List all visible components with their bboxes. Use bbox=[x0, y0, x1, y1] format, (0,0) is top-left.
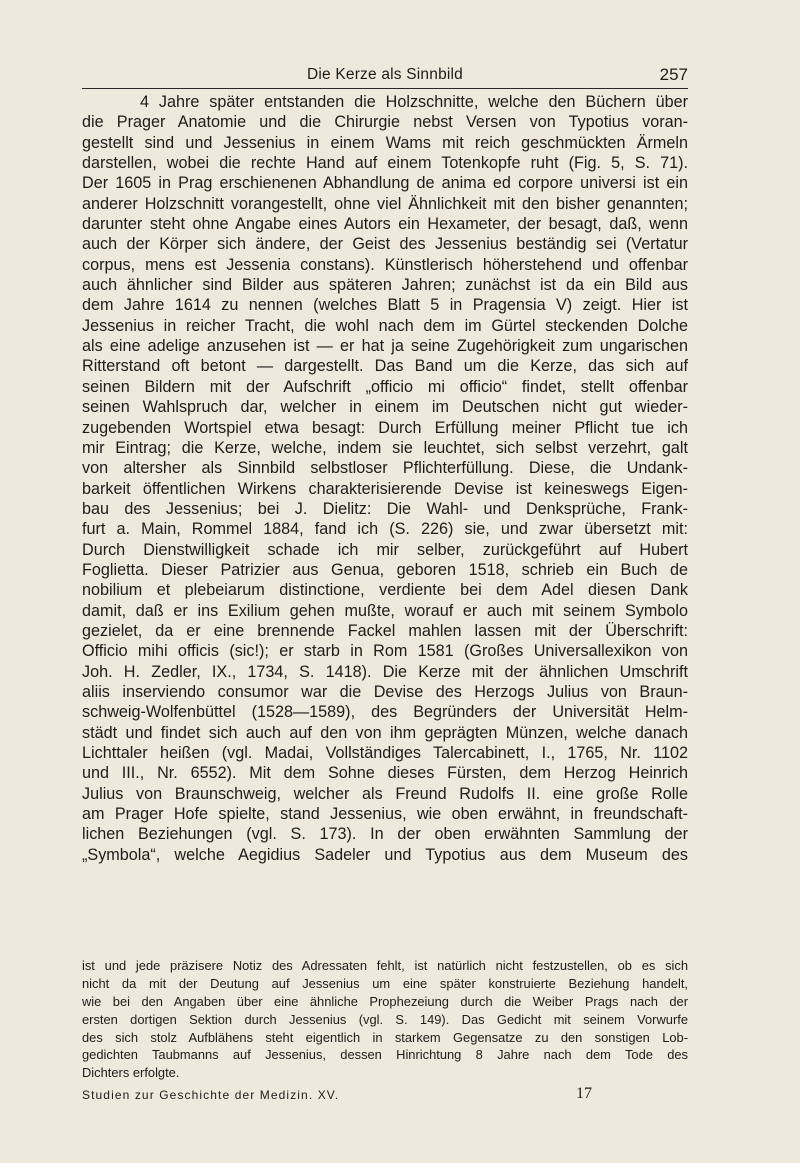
footnote-line: des sich stolz Aufblähens steht eigentlich in starkem Gegensatze zu den sonstigen Lob- bbox=[82, 1029, 688, 1045]
text-line: Lichttaler heißen (vgl. Madai, Vollständiges Talercabinett, I., 1765, Nr. 1102 bbox=[82, 744, 688, 762]
text-line: von altersher als Sinnbild selbstloser Pflichterfüllung. Diese, die Undank- bbox=[82, 459, 688, 478]
footnote-line: nicht da mit der Deutung auf Jessenius um eine später konstruierte Beziehung handelt, bbox=[82, 975, 688, 991]
text-line: mir Eintrag; die Kerze, welche, indem sie leuchtet, sich selbst verzehrt, galt bbox=[82, 438, 688, 457]
text-line: darunter steht ohne Angabe eines Autors ein Hexameter, der besagt, daß, wenn bbox=[82, 215, 688, 234]
text-line: „Symbola“, welche Aegidius Sadeler und Typotius aus dem Museum des bbox=[82, 845, 688, 864]
text-line: lichen Beziehungen (vgl. S. 173). In der oben erwähnten Sammlung der bbox=[82, 825, 688, 844]
text-line: Der 1605 in Prag erschienenen Abhandlung de anima ed corpore universi ist ein bbox=[82, 174, 688, 193]
text-line: gestellt sind und Jessenius in einem Wams mit reich geschmückten Ärmeln bbox=[82, 133, 688, 152]
text-line: die Prager Anatomie und die Chirurgie nebst Versen von Typotius voran- bbox=[82, 113, 688, 132]
text-line: aliis inserviendo consumor war die Devise des Herzogs Julius von Braun- bbox=[82, 682, 688, 701]
text-line: Jessenius in reicher Tracht, die wohl nach dem im Gürtel steckenden Dolche bbox=[82, 316, 688, 335]
text-line: damit, daß er ins Exilium gehen mußte, worauf er auch mit seinem Symbolo bbox=[82, 601, 688, 620]
footnote-line: ersten dortigen Sektion durch Jessenius (vgl. S. 149). Das Gedicht mit seinem Vorwurfe bbox=[82, 1011, 688, 1027]
text-line: Joh. H. Zedler, IX., 1734, S. 1418). Die Kerze mit der ähnlichen Umschrift bbox=[82, 662, 688, 681]
running-title: Die Kerze als Sinnbild bbox=[306, 66, 464, 83]
text-line: und III., Nr. 6552). Mit dem Sohne dieses Fürsten, dem Herzog Heinrich bbox=[82, 764, 688, 783]
text-line: anderer Holzschnitt vorangestellt, ohne viel Ähnlichkeit mit den bisher genannten; bbox=[82, 194, 688, 213]
text-line: seinen Wahlspruch dar, welcher in einem im Deutschen nicht gut wieder- bbox=[82, 398, 688, 417]
text-line: Foglietta. Dieser Patrizier aus Genua, geboren 1518, schrieb ein Buch de bbox=[82, 560, 688, 579]
text-line: städt und findet sich auch auf den von ihm geprägten Münzen, welche danach bbox=[82, 723, 688, 742]
header-rule bbox=[82, 88, 688, 89]
text-line: dem Jahre 1614 zu nennen (welches Blatt 5 in Pragensia V) zeigt. Hier ist bbox=[82, 296, 688, 315]
main-text bbox=[82, 92, 688, 865]
text-line: corpus, mens est Jessenia constans). Künstlerisch höherstehend und offenbar bbox=[82, 255, 688, 274]
footnote bbox=[82, 957, 688, 1082]
footnote-line: wie bei den Angaben über eine ähnliche Prophezeiung durch die Weiber Prags nach der bbox=[82, 993, 688, 1009]
text-line: Durch Dienstwilligkeit schade ich mir selber, zurückgeführt auf Hubert bbox=[82, 540, 688, 559]
series-footer: Studien zur Geschichte der Medizin. XV. bbox=[82, 1088, 340, 1102]
text-line: am Prager Hofe spielte, stand Jessenius, wie oben erwähnt, in freundschaft- bbox=[82, 805, 688, 824]
text-line: barkeit öffentlichen Wirkens charakterisierende Devise ist keineswegs Eigen- bbox=[82, 479, 688, 498]
text-line: seinen Bildern mit der Aufschrift „officio mi officio“ findet, stellt offenbar bbox=[82, 377, 688, 396]
page-number: 257 bbox=[659, 65, 688, 84]
text-line: bau des Jessenius; bei J. Dielitz: Die Wahl- und Denksprüche, Frank- bbox=[82, 499, 688, 518]
text-line: zugebenden Wortspiel etwa besagt: Durch Erfüllung meiner Pflicht tue ich bbox=[82, 418, 688, 437]
footnote-line: gedichten Taubmanns auf Jessenius, dessen Hinrichtung 8 Jahre nach dem Tode des bbox=[82, 1047, 688, 1063]
running-header bbox=[82, 64, 688, 90]
text-line: nobilium et plebeiarum distinctione, verdiente bei dem Adel diesen Dank bbox=[82, 581, 688, 600]
text-line: als eine adelige anzusehen ist — er hat ja seine Zugehörigkeit zum ungarischen bbox=[82, 337, 688, 356]
text-line: auch ähnlicher sind Bilder aus späteren Jahren; zunächst ist da ein Bild aus bbox=[82, 276, 688, 295]
text-line: 4 Jahre später entstanden die Holzschnitte, welche den Büchern über bbox=[140, 93, 688, 111]
footnote-line: Dichters erfolgte. bbox=[82, 1065, 180, 1081]
signature-mark: 17 bbox=[576, 1085, 592, 1102]
text-line: Ritterstand oft betont — dargestellt. Das Band um die Kerze, das sich auf bbox=[82, 357, 688, 376]
footnote-line: ist und jede präzisere Notiz des Adressaten fehlt, ist natürlich nicht festzustellen, ob es sich bbox=[82, 958, 688, 973]
text-line: gezielet, da er eine brennende Fackel mahlen lassen mit der Überschrift: bbox=[82, 621, 688, 640]
text-line: furt a. Main, Rommel 1884, fand ich (S. 226) sie, und zwar übersetzt mit: bbox=[82, 520, 688, 539]
text-line: darstellen, wobei die rechte Hand auf einem Totenkopfe ruht (Fig. 5, S. 71). bbox=[82, 154, 688, 173]
text-line: auch der Körper sich ändere, der Geist des Jessenius beständig sei (Vertatur bbox=[82, 235, 688, 254]
text-line: schweig-Wolfenbüttel (1528—1589), des Begründers der Universität Helm- bbox=[82, 703, 688, 722]
text-line: Julius von Braunschweig, welcher als Freund Rudolfs II. eine große Rolle bbox=[82, 784, 688, 803]
text-line: Officio mihi officis (sic!); er starb in Rom 1581 (Großes Universallexikon von bbox=[82, 642, 688, 661]
